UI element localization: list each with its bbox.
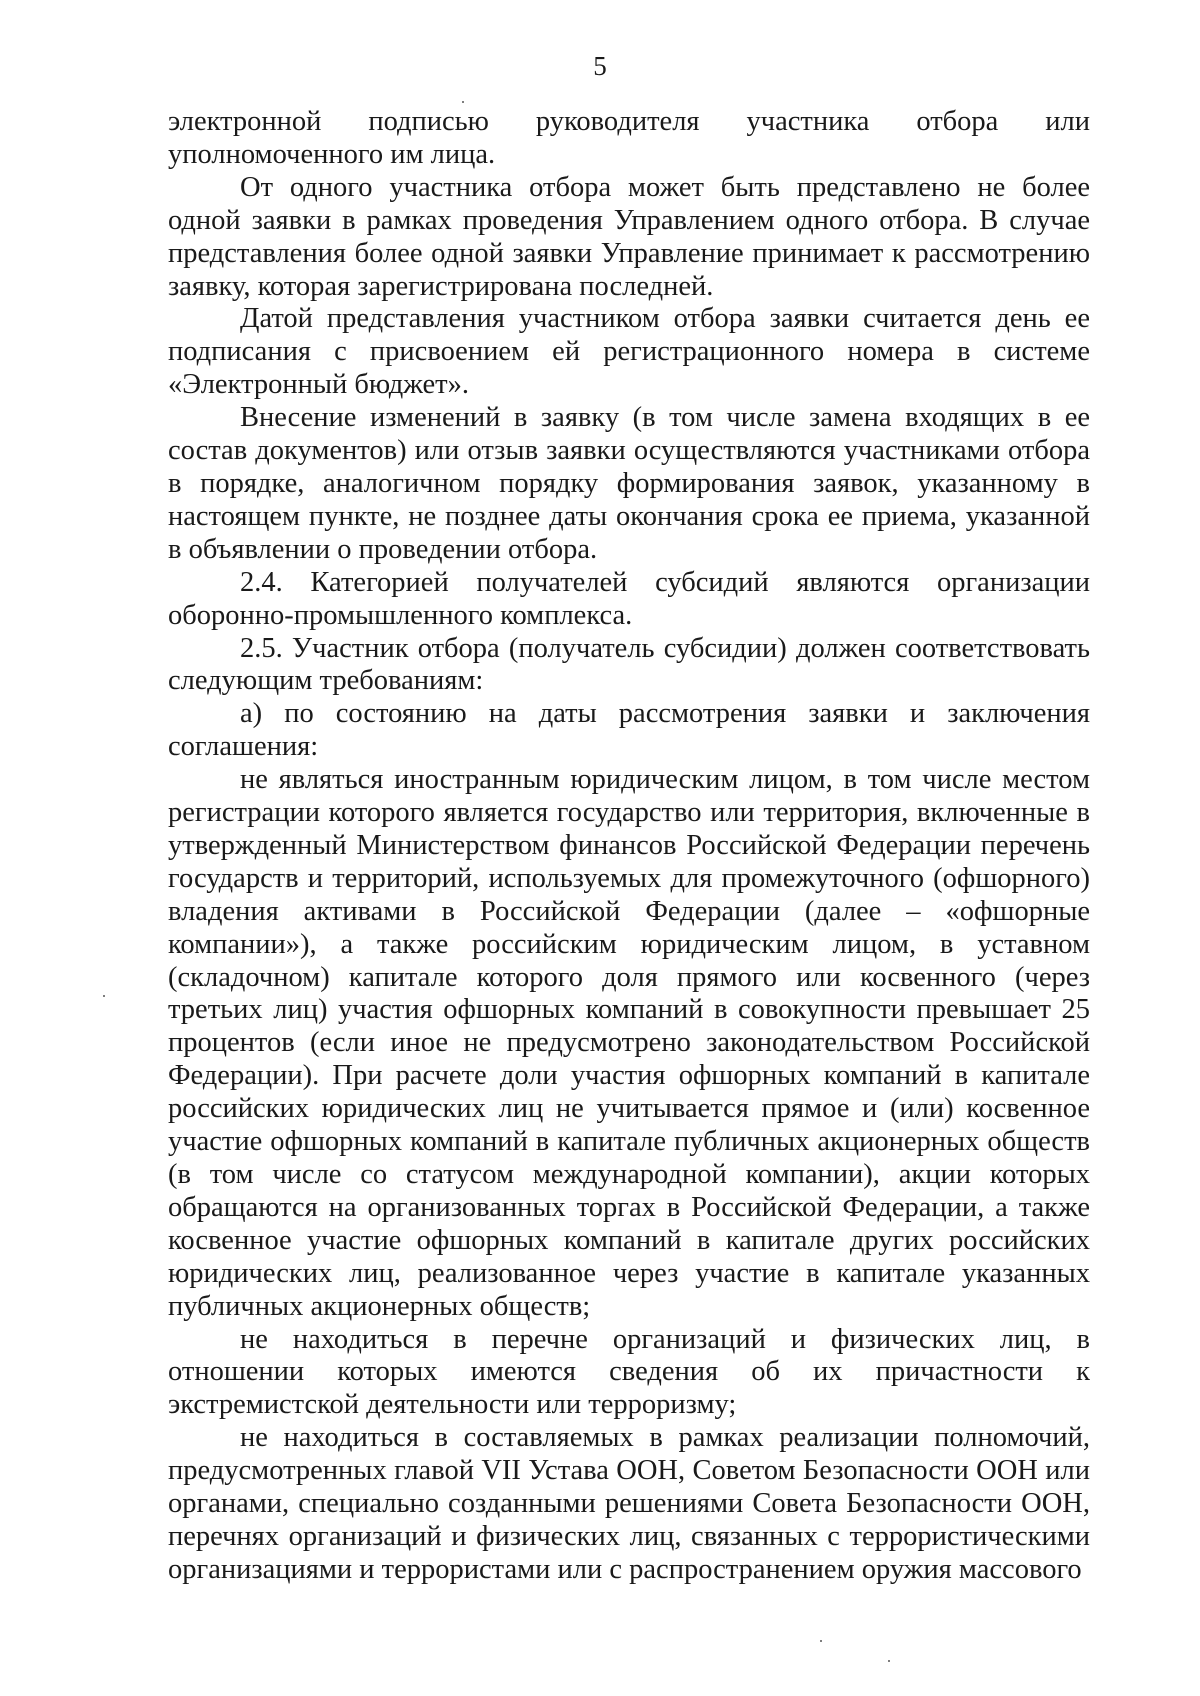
paragraph-signature-continuation: электронной подписью руководителя участника отбора или уполномоченного им лица.	[168, 106, 1090, 170]
paragraph-un-lists-requirement: не находиться в составляемых в рамках реализации полномочий, предусмотренных главой VII Устава ООН, Советом Безопасности ООН или органами, специально созданными решениями Совета Безопасности ООН, перечнях организаций и физических лиц, связанных с террористическими организациями и террористами или с распространением оружия массового	[168, 1422, 1090, 1585]
scan-speck	[103, 995, 105, 997]
paragraph-clause-2-5: 2.5. Участник отбора (получатель субсидии) должен соответствовать следующим требованиям:	[168, 632, 1090, 697]
paragraph-subclause-a: а) по состоянию на даты рассмотрения заявки и заключения соглашения:	[168, 698, 1090, 763]
paragraph-one-application: От одного участника отбора может быть представлено не более одной заявки в рамках проведения Управлением одного отбора. В случае представления более одной заявки Управление принимает к рассмотрению заявку, которая зарегистрирована последней.	[168, 171, 1090, 302]
paragraph-clause-2-4: 2.4. Категорией получателей субсидий являются организации оборонно-промышленного комплекса.	[168, 566, 1090, 631]
scan-speck	[888, 1660, 890, 1662]
paragraph-submission-date: Датой представления участником отбора заявки считается день ее подписания с присвоением ей регистрационного номера в системе «Электронный бюджет».	[168, 303, 1090, 401]
page-number: 5	[593, 51, 607, 81]
paragraph-offshore-requirement: не являться иностранным юридическим лицом, в том числе местом регистрации которого является государство или территория, включенные в утвержденный Министерством финансов Российской Федерации перечень государств и территорий, используемых для промежуточного (офшорного) владения активами в Российской Федерации (далее – «офшорные компании»), а также российским юридическим лицом, в уставном (складочном) капитале которого доля прямого или косвенного (через третьих лиц) участия офшорных компаний в совокупности превышает 25 процентов (если иное не предусмотрено законодательством Российской Федерации). При расчете доли участия офшорных компаний в капитале российских юридических лиц не учитывается прямое и (или) косвенное участие офшорных компаний в капитале публичных акционерных обществ (в том числе со статусом международной компании), акции которых обращаются на организованных торгах в Российской Федерации, а также косвенное участие офшорных компаний в капитале других российских юридических лиц, реализованное через участие в капитале указанных публичных акционерных обществ;	[168, 764, 1090, 1322]
paragraph-extremism-requirement: не находиться в перечне организаций и физических лиц, в отношении которых имеются сведения об их причастности к экстремистской деятельности или терроризму;	[168, 1323, 1090, 1421]
document-body	[168, 106, 1090, 1587]
paragraph-application-changes: Внесение изменений в заявку (в том числе замена входящих в ее состав документов) или отзыв заявки осуществляются участниками отбора в порядке, аналогичном порядку формирования заявок, указанному в настоящем пункте, не позднее даты окончания срока ее приема, указанной в объявлении о проведении отбора.	[168, 402, 1090, 565]
scan-speck	[820, 1640, 822, 1642]
scan-speck	[462, 101, 464, 103]
